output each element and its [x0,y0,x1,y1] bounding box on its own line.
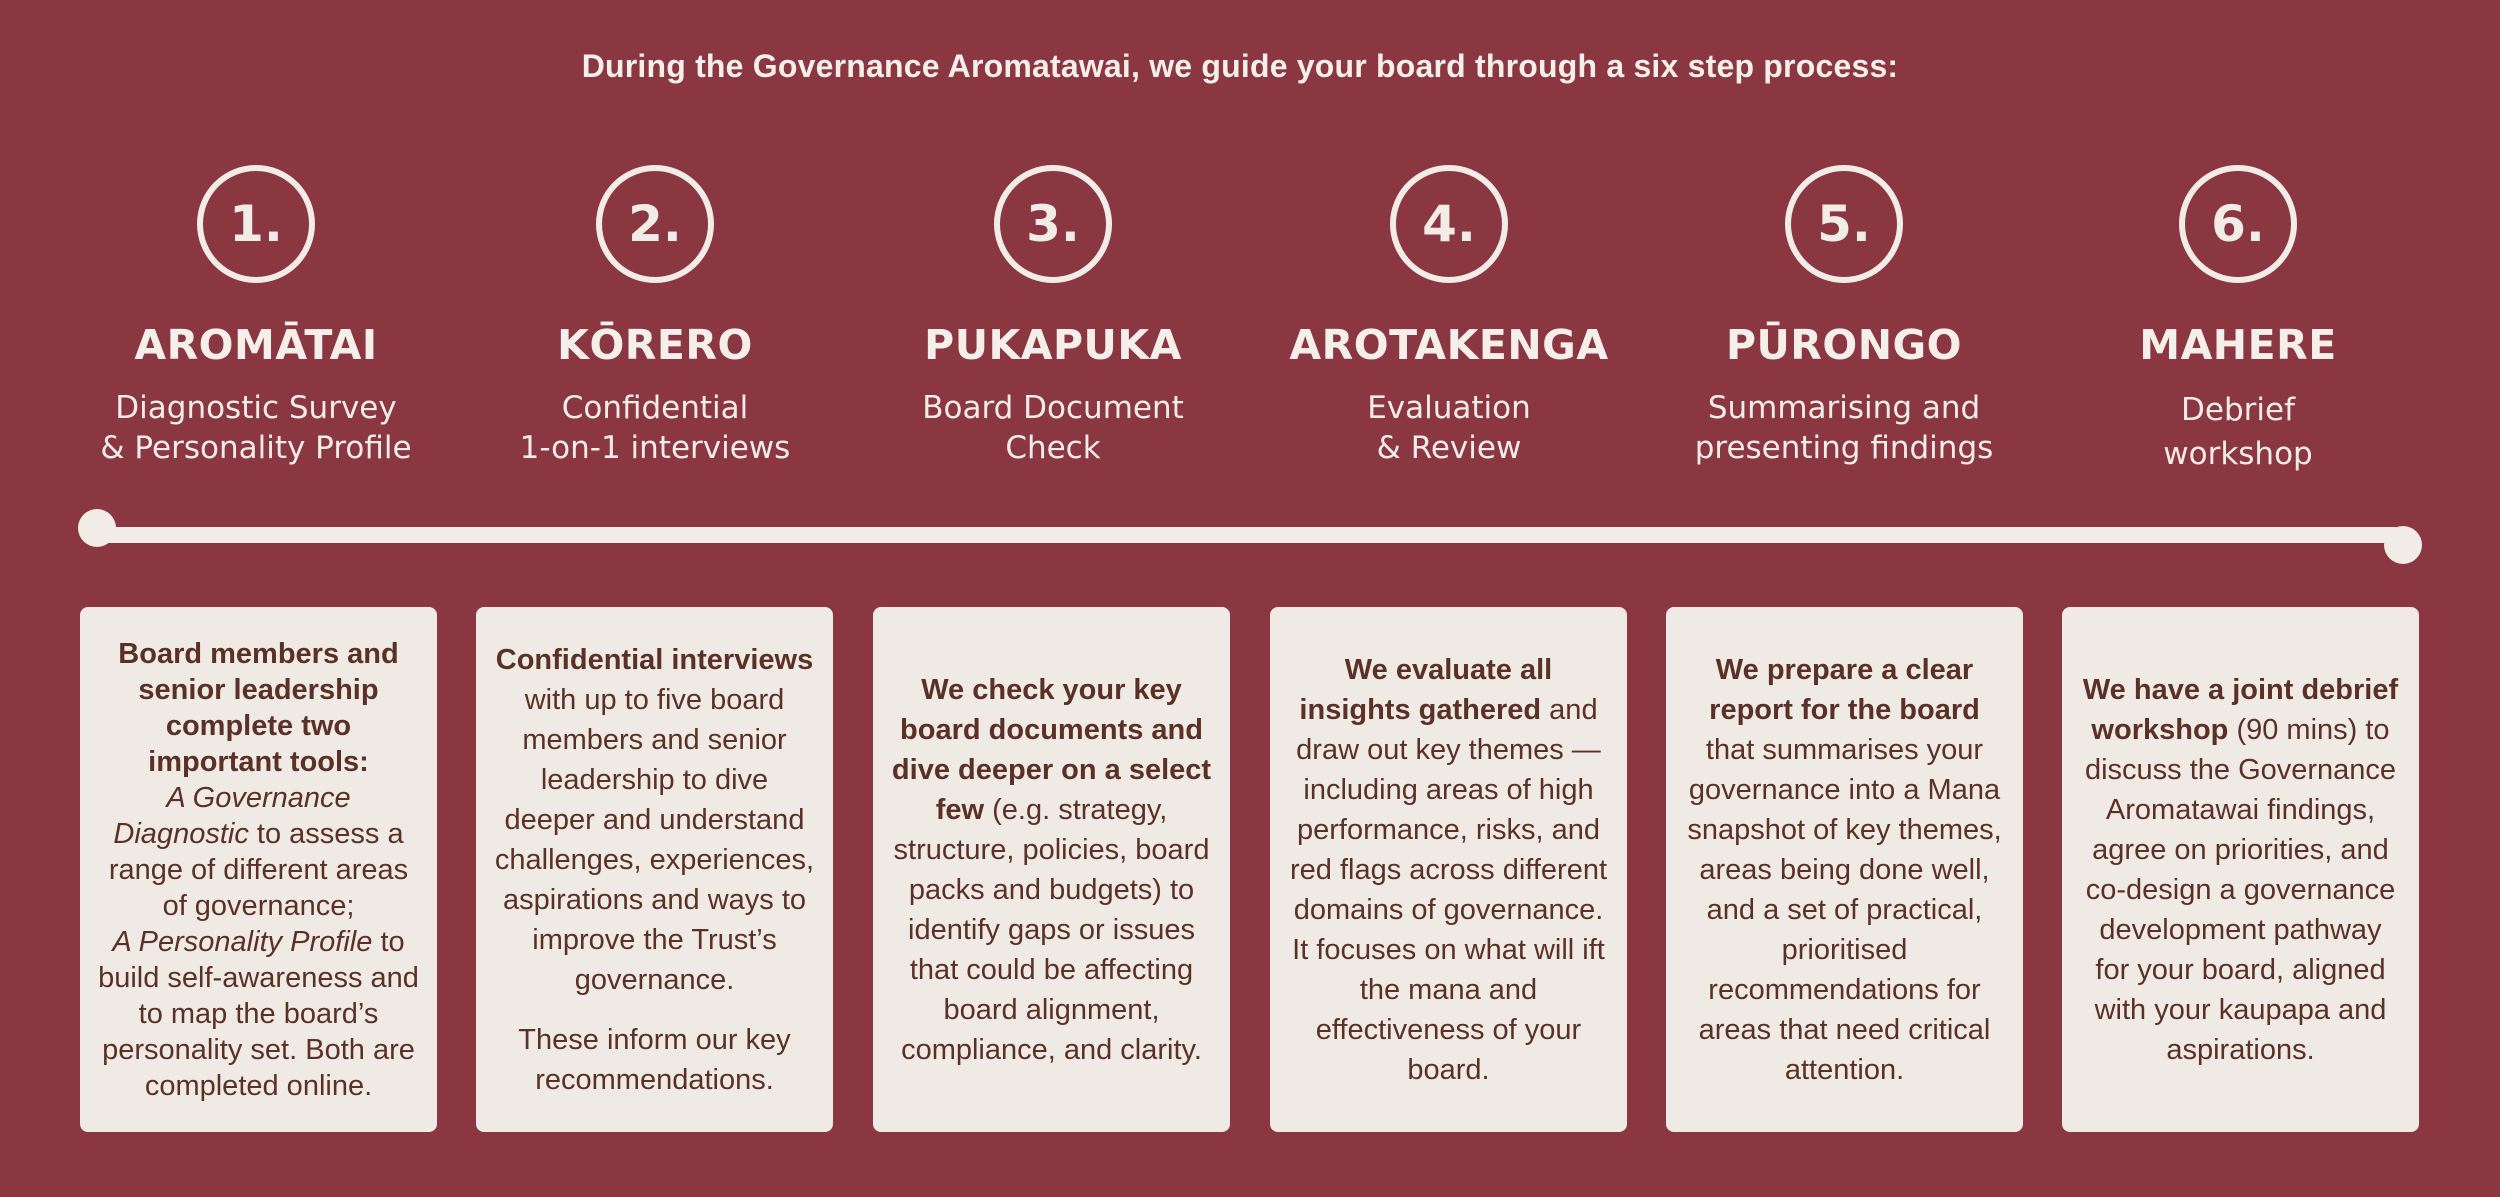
step-name: AROTAKENGA [1289,321,1609,369]
card-text [1684,650,2005,1090]
card-bold-text: We check your key board documents and dive deeper on a select few [891,673,1212,826]
step-description-line: Check [1005,430,1101,466]
step-description-line: & Personality Profile [100,430,412,466]
card-text [1288,650,1609,1090]
step-card-korero [476,607,833,1132]
card-text-segment: (e.g. strategy, structure, policies, board packs and budgets) to identify gaps or issues that could be affecting board alignment, compliance, and clarity. [893,793,1210,1066]
step-description [2053,388,2423,476]
card-text-segment: that summarises your governance into a Mana snapshot of key themes, areas being done well, and a set of practical, prioritised recommendations for areas that need critical attention. [1687,733,2002,1086]
step-name: KŌRERO [557,321,753,369]
step-name: PUKAPUKA [924,321,1182,369]
step-card-aromatai [80,607,437,1132]
card-text-segment: to build self-awareness and to map the board’s personality set. Both are completed online. [98,925,419,1102]
timeline-start-dot [78,509,116,547]
card-bold-text: We evaluate all insights gathered [1299,653,1553,726]
step-card-mahere [2062,607,2419,1132]
card-text [2080,670,2401,1070]
card-bold-text: Confidential interviews [495,643,814,676]
card-text-segment: (90 mins) to discuss the Governance Aromatawai findings, agree on priorities, and co-design a governance development pathway for your board, aligned with your kaupapa and aspirations. [2084,713,2397,1066]
step-card-pukapuka [873,607,1230,1132]
step-number-circle: 3. [994,165,1112,283]
timeline-line [96,527,2402,543]
step-description [1659,388,2029,468]
step-description-line: Debrief [2181,392,2295,428]
card-bold-text: Board members and senior leadership complete two important tools: [118,637,399,778]
step-number-circle: 4. [1390,165,1508,283]
step-card-arotakenga [1270,607,1627,1132]
step-number-circle: 5. [1785,165,1903,283]
step-name: PŪRONGO [1725,321,1963,369]
step-description-line: presenting findings [1694,430,1994,466]
step-description-line: Evaluation [1367,390,1531,426]
card-text [98,636,419,1104]
step-number-circle: 1. [197,165,315,283]
timeline-end-dot [2384,526,2422,564]
step-card-purongo [1666,607,2023,1132]
card-italic-text: A Governance Diagnostic [113,781,351,850]
step-description-line: Board Document [922,390,1184,426]
page-title: During the Governance Aromatawai, we guide your board through a six step process: [581,48,1899,84]
step-description-line: & Review [1376,430,1522,466]
step-name: MAHERE [2139,321,2337,369]
step-description [470,388,840,468]
step-description-line: Diagnostic Survey [115,390,397,426]
step-description [71,388,441,468]
step-description [1264,388,1634,468]
step-description [868,388,1238,468]
step-number-circle: 6. [2179,165,2297,283]
card-bold-text: We have a joint debrief workshop [2082,673,2399,746]
card-italic-text: A Personality Profile [112,925,373,958]
card-bold-text: We prepare a clear report for the board [1709,653,1980,726]
step-description-line: 1-on-1 interviews [519,430,791,466]
step-description-line: Confidential [561,390,749,426]
card-text-segment: and draw out key themes — including areas of high performance, risks, and red flags across different domains of governance. It focuses on what will ift the mana and effectiveness of your board. [1289,693,1608,1086]
card-text-segment: with up to five board members and senior leadership to dive deeper and understand challenges, experiences, aspirations and ways to improve the Trust’s governance. [494,683,815,996]
card-text-segment: to assess a range of different areas of governance; [108,817,409,922]
step-number-circle: 2. [596,165,714,283]
card-text [494,640,815,1000]
card-text [891,670,1212,1070]
card-text-secondary: These inform our key recommendations. [518,1023,791,1096]
step-description-line: Summarising and [1707,390,1981,426]
step-description-line: workshop [2163,436,2313,472]
step-name: AROMĀTAI [134,321,378,369]
